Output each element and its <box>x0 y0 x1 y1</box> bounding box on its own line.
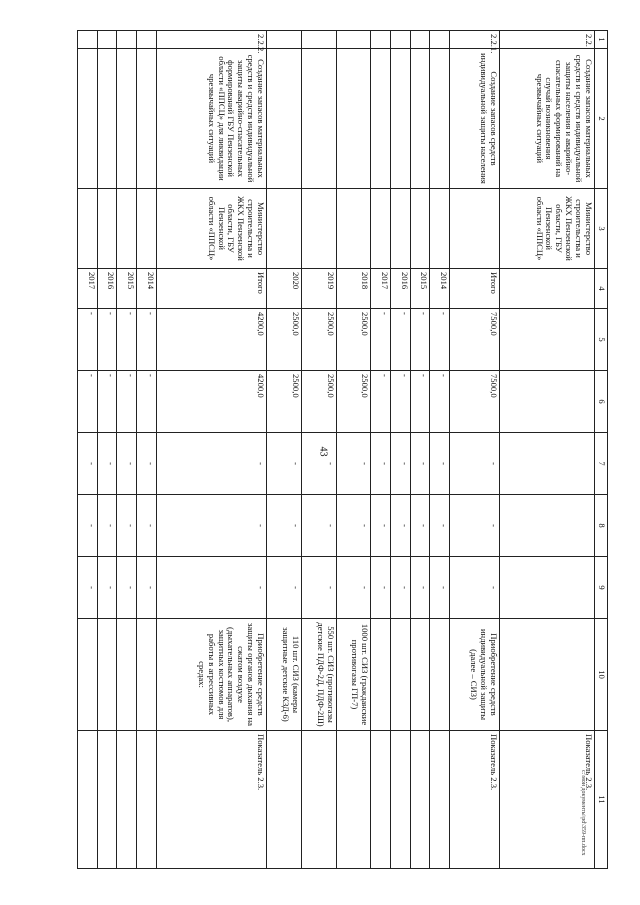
table-cell-c5: - <box>371 309 391 371</box>
table-cell-c9: - <box>450 557 500 619</box>
table-cell-c11 <box>78 731 98 869</box>
table-cell-c10 <box>410 619 430 731</box>
table-cell-exec <box>78 189 98 269</box>
table-cell-c5: - <box>410 309 430 371</box>
table-cell-c6: 2500,0 <box>267 371 302 433</box>
table-cell-no <box>97 31 117 49</box>
table-cell-name: Создание запасов материальных средств и средств индивидуальной защиты аварийно-спасательных формирований ГБУ Пензенской области «ППСЦ» для ликвидации чрезвычайных ситуаций <box>156 49 266 189</box>
col-header: 9 <box>595 557 608 619</box>
table-cell-name <box>336 49 371 189</box>
table-cell-c6: - <box>430 371 450 433</box>
table-cell-c7: - <box>78 433 98 495</box>
table-cell-c10 <box>117 619 137 731</box>
table-cell-c8: - <box>137 495 157 557</box>
program-table <box>77 30 608 869</box>
table-cell-c7 <box>499 433 594 495</box>
table-cell-year: 2017 <box>371 269 391 309</box>
table-cell-c7: - <box>117 433 137 495</box>
table-cell-c10: Приобретение средств защиты органов дыхания на сжатом воздухе (дыхательных аппаратов), защитных костюмов для работы в агрессивных средах: <box>156 619 266 731</box>
table-row <box>390 31 410 869</box>
table-cell-exec <box>117 189 137 269</box>
table-cell-c7: - <box>156 433 266 495</box>
table-cell-name <box>390 49 410 189</box>
table-cell-no <box>267 31 302 49</box>
table-row <box>410 31 430 869</box>
table-cell-c10 <box>78 619 98 731</box>
table-cell-exec <box>450 189 500 269</box>
table-cell-c7: - <box>450 433 500 495</box>
table-cell-c10 <box>499 619 594 731</box>
table-cell-c8: - <box>97 495 117 557</box>
table-cell-c9: - <box>156 557 266 619</box>
table-cell-year: 2016 <box>97 269 117 309</box>
table-cell-exec <box>410 189 430 269</box>
table-cell-c7: - <box>336 433 371 495</box>
table-cell-exec <box>137 189 157 269</box>
table-cell-c8: - <box>410 495 430 557</box>
table-cell-no <box>430 31 450 49</box>
table-cell-c6: 2500,0 <box>301 371 336 433</box>
table-cell-c9: - <box>301 557 336 619</box>
table-cell-c9: - <box>430 557 450 619</box>
table-cell-no <box>117 31 137 49</box>
table-cell-year: 2018 <box>336 269 371 309</box>
table-cell-c11 <box>410 731 430 869</box>
table-cell-no: 2.2.1. <box>450 31 500 49</box>
table-cell-no <box>371 31 391 49</box>
col-header: 5 <box>595 309 608 371</box>
table-cell-name: Создание запасов средств индивидуальной защиты населения <box>450 49 500 189</box>
table-row <box>371 31 391 869</box>
table-cell-c9: - <box>371 557 391 619</box>
table-cell-c9: - <box>267 557 302 619</box>
table-cell-no: 2.2. <box>499 31 594 49</box>
table-cell-c5: 2500,0 <box>267 309 302 371</box>
table-cell-year: 2017 <box>78 269 98 309</box>
table-cell-name <box>117 49 137 189</box>
table-cell-name <box>430 49 450 189</box>
table-row <box>430 31 450 869</box>
table-cell-c5: - <box>97 309 117 371</box>
table-cell-c5: 2500,0 <box>301 309 336 371</box>
table-cell-c5: 4200,0 <box>156 309 266 371</box>
table-cell-year: Итого <box>156 269 266 309</box>
table-cell-exec: Министерство строительства и ЖКХ Пензенской области, ГБУ Пензенской области «ППСЦ» <box>156 189 266 269</box>
table-cell-c11 <box>336 731 371 869</box>
table-cell-c6: 4200,0 <box>156 371 266 433</box>
table-cell-c7: - <box>267 433 302 495</box>
table-cell-no <box>410 31 430 49</box>
table-cell-c10 <box>390 619 410 731</box>
table-cell-c9: - <box>137 557 157 619</box>
table-cell-c5: - <box>78 309 98 371</box>
table-cell-c6: - <box>371 371 391 433</box>
page-number: 43 <box>317 446 329 457</box>
table-cell-c10 <box>137 619 157 731</box>
table-cell-c6: - <box>410 371 430 433</box>
table-cell-c7: - <box>371 433 391 495</box>
table-cell-c11 <box>301 731 336 869</box>
table-cell-c11: Показатель 2.3. <box>450 731 500 869</box>
table-cell-c9: - <box>390 557 410 619</box>
table-cell-c8: - <box>78 495 98 557</box>
table-cell-c5: - <box>117 309 137 371</box>
table-cell-no <box>336 31 371 49</box>
col-header: 8 <box>595 495 608 557</box>
table-cell-year: 2015 <box>410 269 430 309</box>
table-cell-c8: - <box>117 495 137 557</box>
table-cell-c8: - <box>156 495 266 557</box>
col-header: 1 <box>595 31 608 49</box>
col-header: 10 <box>595 619 608 731</box>
table-cell-year: 2015 <box>117 269 137 309</box>
table-cell-name <box>137 49 157 189</box>
table-cell-exec <box>371 189 391 269</box>
table-cell-year: 2016 <box>390 269 410 309</box>
table-cell-year <box>499 269 594 309</box>
table-cell-c6 <box>499 371 594 433</box>
table-cell-c8: - <box>301 495 336 557</box>
table-row <box>156 31 266 869</box>
table-cell-c11 <box>430 731 450 869</box>
col-header: 4 <box>595 269 608 309</box>
table-cell-c7: - <box>97 433 117 495</box>
table-row <box>78 31 98 869</box>
table-cell-c7: - <box>301 433 336 495</box>
table-cell-no <box>390 31 410 49</box>
table-cell-c11 <box>371 731 391 869</box>
col-header: 11 <box>595 731 608 869</box>
table-cell-c11 <box>117 731 137 869</box>
table-cell-year: 2019 <box>301 269 336 309</box>
table-cell-name <box>410 49 430 189</box>
table-cell-year: 2014 <box>430 269 450 309</box>
table-row <box>137 31 157 869</box>
table-cell-c6: - <box>97 371 117 433</box>
table-cell-no: 2.2.2. <box>156 31 266 49</box>
table-cell-c10: Приобретение средств индивидуальной защиты (далее – СИЗ) <box>450 619 500 731</box>
table-cell-exec <box>336 189 371 269</box>
table-cell-c7: - <box>410 433 430 495</box>
table-cell-c5: - <box>430 309 450 371</box>
table-row <box>97 31 117 869</box>
table-cell-c6: - <box>78 371 98 433</box>
table-cell-c9: - <box>78 557 98 619</box>
table-cell-c6: 7500,0 <box>450 371 500 433</box>
table-cell-c9 <box>499 557 594 619</box>
table-row <box>499 31 594 869</box>
col-header: 2 <box>595 49 608 189</box>
table-cell-c5 <box>499 309 594 371</box>
table-cell-c8: - <box>371 495 391 557</box>
table-cell-c5: - <box>137 309 157 371</box>
table-cell-name <box>78 49 98 189</box>
table-cell-exec: Министерство строительства и ЖКХ Пензенской области, ГБУ Пензенской области «ППСЦ» <box>499 189 594 269</box>
table-cell-c10: 110 шт. СИЗ (камеры защитные детские КЗД-6) <box>267 619 302 731</box>
table-cell-c7: - <box>137 433 157 495</box>
table-cell-c10 <box>430 619 450 731</box>
table-cell-c6: 2500,0 <box>336 371 371 433</box>
table-row <box>450 31 500 869</box>
table-cell-c10: 1000 шт. СИЗ (гражданские противогазы ГП-7) <box>336 619 371 731</box>
table-cell-c6: - <box>390 371 410 433</box>
table-cell-c9: - <box>410 557 430 619</box>
table-cell-c9: - <box>336 557 371 619</box>
col-header: 3 <box>595 189 608 269</box>
table-cell-exec <box>430 189 450 269</box>
table-cell-c11 <box>267 731 302 869</box>
table-cell-c11 <box>97 731 117 869</box>
table-cell-c11: Показатель 2.3. <box>156 731 266 869</box>
table-cell-no <box>301 31 336 49</box>
col-header: 7 <box>595 433 608 495</box>
table-cell-name <box>371 49 391 189</box>
table-cell-c8: - <box>336 495 371 557</box>
rotated-table-container <box>77 30 608 868</box>
table-cell-c7: - <box>430 433 450 495</box>
table-cell-c11 <box>137 731 157 869</box>
table-cell-year: 2020 <box>267 269 302 309</box>
table-cell-exec <box>390 189 410 269</box>
table-cell-no <box>78 31 98 49</box>
table-cell-c5: 2500,0 <box>336 309 371 371</box>
table-cell-c9: - <box>117 557 137 619</box>
table-row <box>267 31 302 869</box>
col-header: 6 <box>595 371 608 433</box>
table-cell-c8 <box>499 495 594 557</box>
table-cell-c7: - <box>390 433 410 495</box>
table-cell-name <box>301 49 336 189</box>
table-cell-c6: - <box>117 371 137 433</box>
table-cell-exec <box>97 189 117 269</box>
table-row <box>117 31 137 869</box>
table-cell-c8: - <box>267 495 302 557</box>
table-cell-year: 2014 <box>137 269 157 309</box>
table-cell-c10: 550 шт. СИЗ (противогазы детские ПДФ-2Д, ПДФ-2Ш) <box>301 619 336 731</box>
table-cell-c8: - <box>390 495 410 557</box>
table-cell-c8: - <box>430 495 450 557</box>
table-cell-c8: - <box>450 495 500 557</box>
table-cell-year: Итого <box>450 269 500 309</box>
table-cell-c5: 7500,0 <box>450 309 500 371</box>
table-cell-exec <box>301 189 336 269</box>
table-cell-name <box>267 49 302 189</box>
footer-file-path: c:\мои документы\pd\359-пп.docx <box>580 770 586 856</box>
table-cell-c11: Показатель 2.3. <box>499 731 594 869</box>
table-row <box>301 31 336 869</box>
table-cell-no <box>137 31 157 49</box>
table-cell-exec <box>267 189 302 269</box>
table-cell-c10 <box>371 619 391 731</box>
table-cell-c11 <box>390 731 410 869</box>
table-row <box>336 31 371 869</box>
table-cell-name <box>97 49 117 189</box>
table-cell-c6: - <box>137 371 157 433</box>
header-row <box>595 31 608 869</box>
table-cell-name: Создание запасов материальных средств и средств индивидуальной защиты населения и аварийно-спасательных формирований на случай возникновения чрезвычайных ситуаций <box>499 49 594 189</box>
table-cell-c5: - <box>390 309 410 371</box>
table-cell-c9: - <box>97 557 117 619</box>
table-cell-c10 <box>97 619 117 731</box>
